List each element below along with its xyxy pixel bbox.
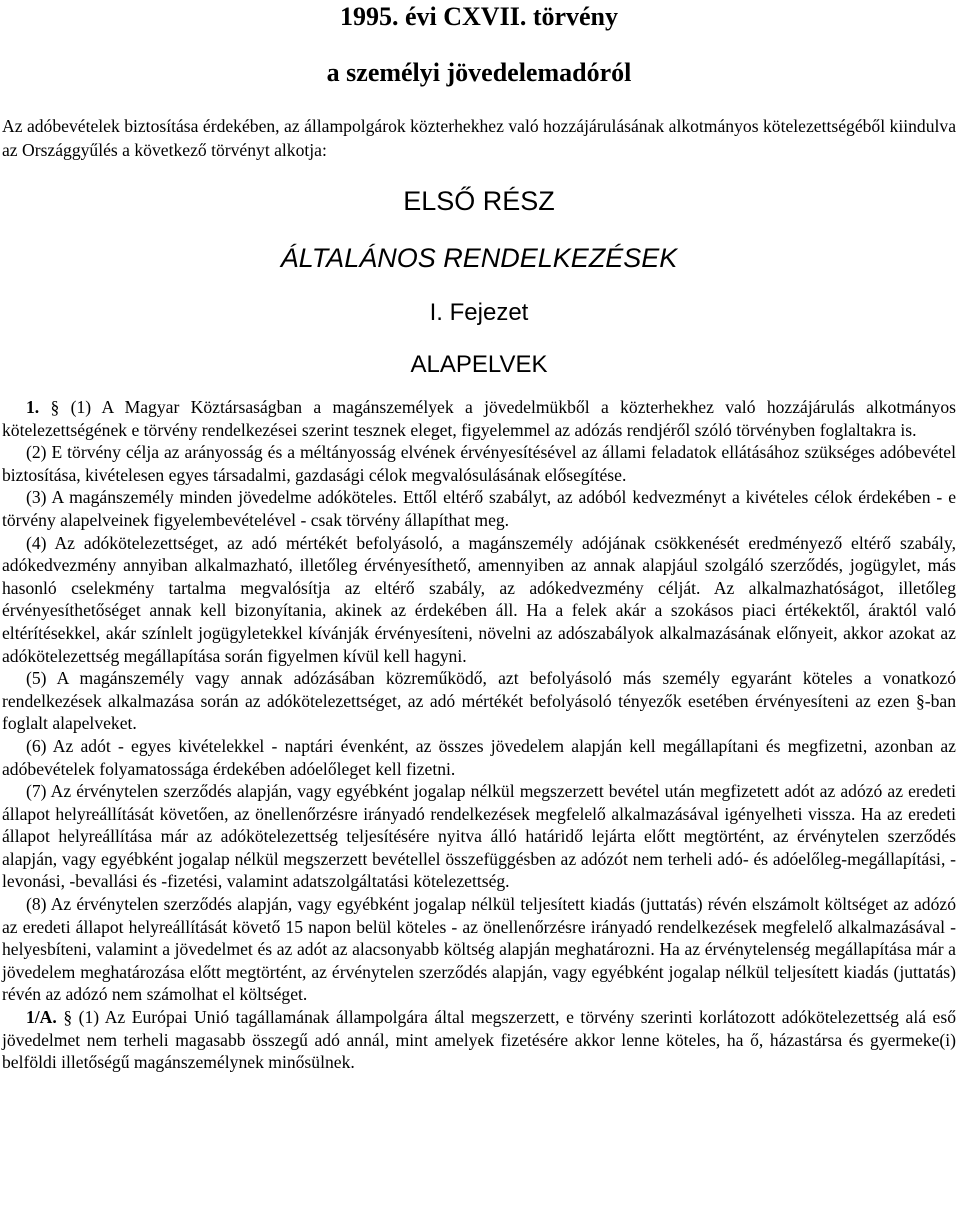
section-1-paragraph-5: (5) A magánszemély vagy annak adózásában közreműködő, azt befolyásoló más személy egyaránt köteles a vonatkozó rendelkezések alkalmazása során az adókötelezettséget, az adó mértékét befolyásoló tényezők esetében érvényesíteni az ezen §-ban foglalt alapelveket. bbox=[2, 668, 956, 734]
section-1-paragraph-8: (8) Az érvénytelen szerződés alapján, vagy egyébként jogalap nélkül teljesített kiadás (juttatás) révén elszámolt költséget az adózó az eredeti állapot helyreállítását követő 15 napon belül köteles - az önellenőrzésre irányadó rendelkezések megfelelő alkalmazásával - helyesbíteni, valamint a jövedelmet és az adót az alacsonyabb költség alapján meghatározni. Ha az érvénytelenség megállapítása már a jövedelem meghatározása előtt megtörtént, az érvénytelen szerződés alapján, vagy egyébként jogalap nélkül teljesített kiadás (juttatás) révén az adózó nem számolhat el költséget. bbox=[2, 894, 956, 1005]
chapter-heading: I. Fejezet bbox=[429, 299, 529, 326]
preamble: Az adóbevételek biztosítása érdekében, az állampolgárok közterhekhez való hozzájárulásának alkotmányos kötelezettségéből kiindulva az Országgyűlés a következő törvényt alkotja: bbox=[2, 116, 956, 160]
section-1-paragraph-2: (2) E törvény célja az arányosság és a méltányosság elvének érvényesítésével az állami feladatok ellátásához szükséges adóbevétel biztosítása, kivételesen egyes társadalmi, gazdasági célok megvalósulásának elősegítése. bbox=[2, 442, 956, 485]
part-heading: ELSŐ RÉSZ bbox=[403, 186, 555, 216]
section-1-text: § (1) A Magyar Köztársaságban a magánszemélyek a jövedelmükből a közterhekhez való hozzájárulás alkotmányos kötelezettségének e törvény rendelkezései szerint tesznek eleget, figyelemmel az adózás rendjéről szóló törvényben foglaltakra is. bbox=[2, 397, 956, 440]
document-page bbox=[2, 0, 956, 1074]
chapter-title: ALAPELVEK bbox=[410, 351, 548, 378]
section-1a-text: § (1) Az Európai Unió tagállamának állampolgára által megszerzett, e törvény szerinti korlátozott adókötelezettség alá eső jövedelmet nem terheli magasabb összegű adó annál, mint amelyek fizetésére akkor lenne köteles, ha ő, házastársa és gyermeke(i) belföldi illetőségű magánszemélynek minősülnek. bbox=[2, 1007, 956, 1073]
section-1-paragraph-1 bbox=[2, 396, 956, 441]
law-title: 1995. évi CXVII. törvény bbox=[339, 2, 619, 31]
section-number: 1. bbox=[26, 397, 40, 417]
section-1a-paragraph-1 bbox=[2, 1006, 956, 1074]
section-1-paragraph-7: (7) Az érvénytelen szerződés alapján, vagy egyébként jogalap nélkül megszerzett bevétel után megfizetett adót az adózó az eredeti állapot helyreállítását követően, az önellenőrzésre irányadó rendelkezések megfelelő alkalmazásával igényelheti vissza. Ha az eredeti állapot helyreállítása már az adókötelezettség teljesítésére nyitva álló határidő lejárta előtt megtörtént, az érvénytelen szerződés alapján, vagy egyébként jogalap nélkül megszerzett bevétellel összefüggésben az adózót nem terheli adó- és adóelőleg-megállapítási, -levonási, -bevallási és -fizetési, valamint adatszolgáltatási kötelezettség. bbox=[2, 781, 956, 892]
part-title: ÁLTALÁNOS RENDELKEZÉSEK bbox=[280, 243, 678, 273]
law-body bbox=[2, 396, 956, 1074]
section-1-paragraph-4: (4) Az adókötelezettséget, az adó mértékét befolyásoló, a magánszemély adójának csökkenését eredményező eltérő szabály, adókedvezmény annyiban alkalmazható, illetőleg érvényesíthető, amennyiben az annak alapjául szolgáló szerződés, jogügylet, más hasonló cselekmény tartalma megvalósítja az eltérő szabály, az adókedvezmény célját. Az alkalmazhatóságot, illetőleg érvényesíthetőséget annak kell bizonyítania, akinek az érdekében áll. Ha a felek akár a szokásos piaci értékektől, áraktól való eltérítésekkel, akár színlelt jogügyletekkel kívánják érvényesíteni, növelni az adószabályok alkalmazásának előnyeit, akkor azokat az adókötelezettség megállapítása során figyelmen kívül kell hagyni. bbox=[2, 532, 956, 666]
section-number: 1/A. bbox=[26, 1007, 57, 1028]
section-1-paragraph-3: (3) A magánszemély minden jövedelme adóköteles. Ettől eltérő szabályt, az adóból kedvezményt a kivételes célok érdekében - e törvény alapelveinek figyelembevételével - csak törvény állapíthat meg. bbox=[2, 487, 956, 530]
law-subtitle: a személyi jövedelemadóról bbox=[326, 58, 632, 87]
section-1-paragraph-6: (6) Az adót - egyes kivételekkel - naptári évenként, az összes jövedelem alapján kell megállapítani és megfizetni, azonban az adóbevételek folyamatossága érdekében adóelőleget kell fizetni. bbox=[2, 735, 956, 779]
